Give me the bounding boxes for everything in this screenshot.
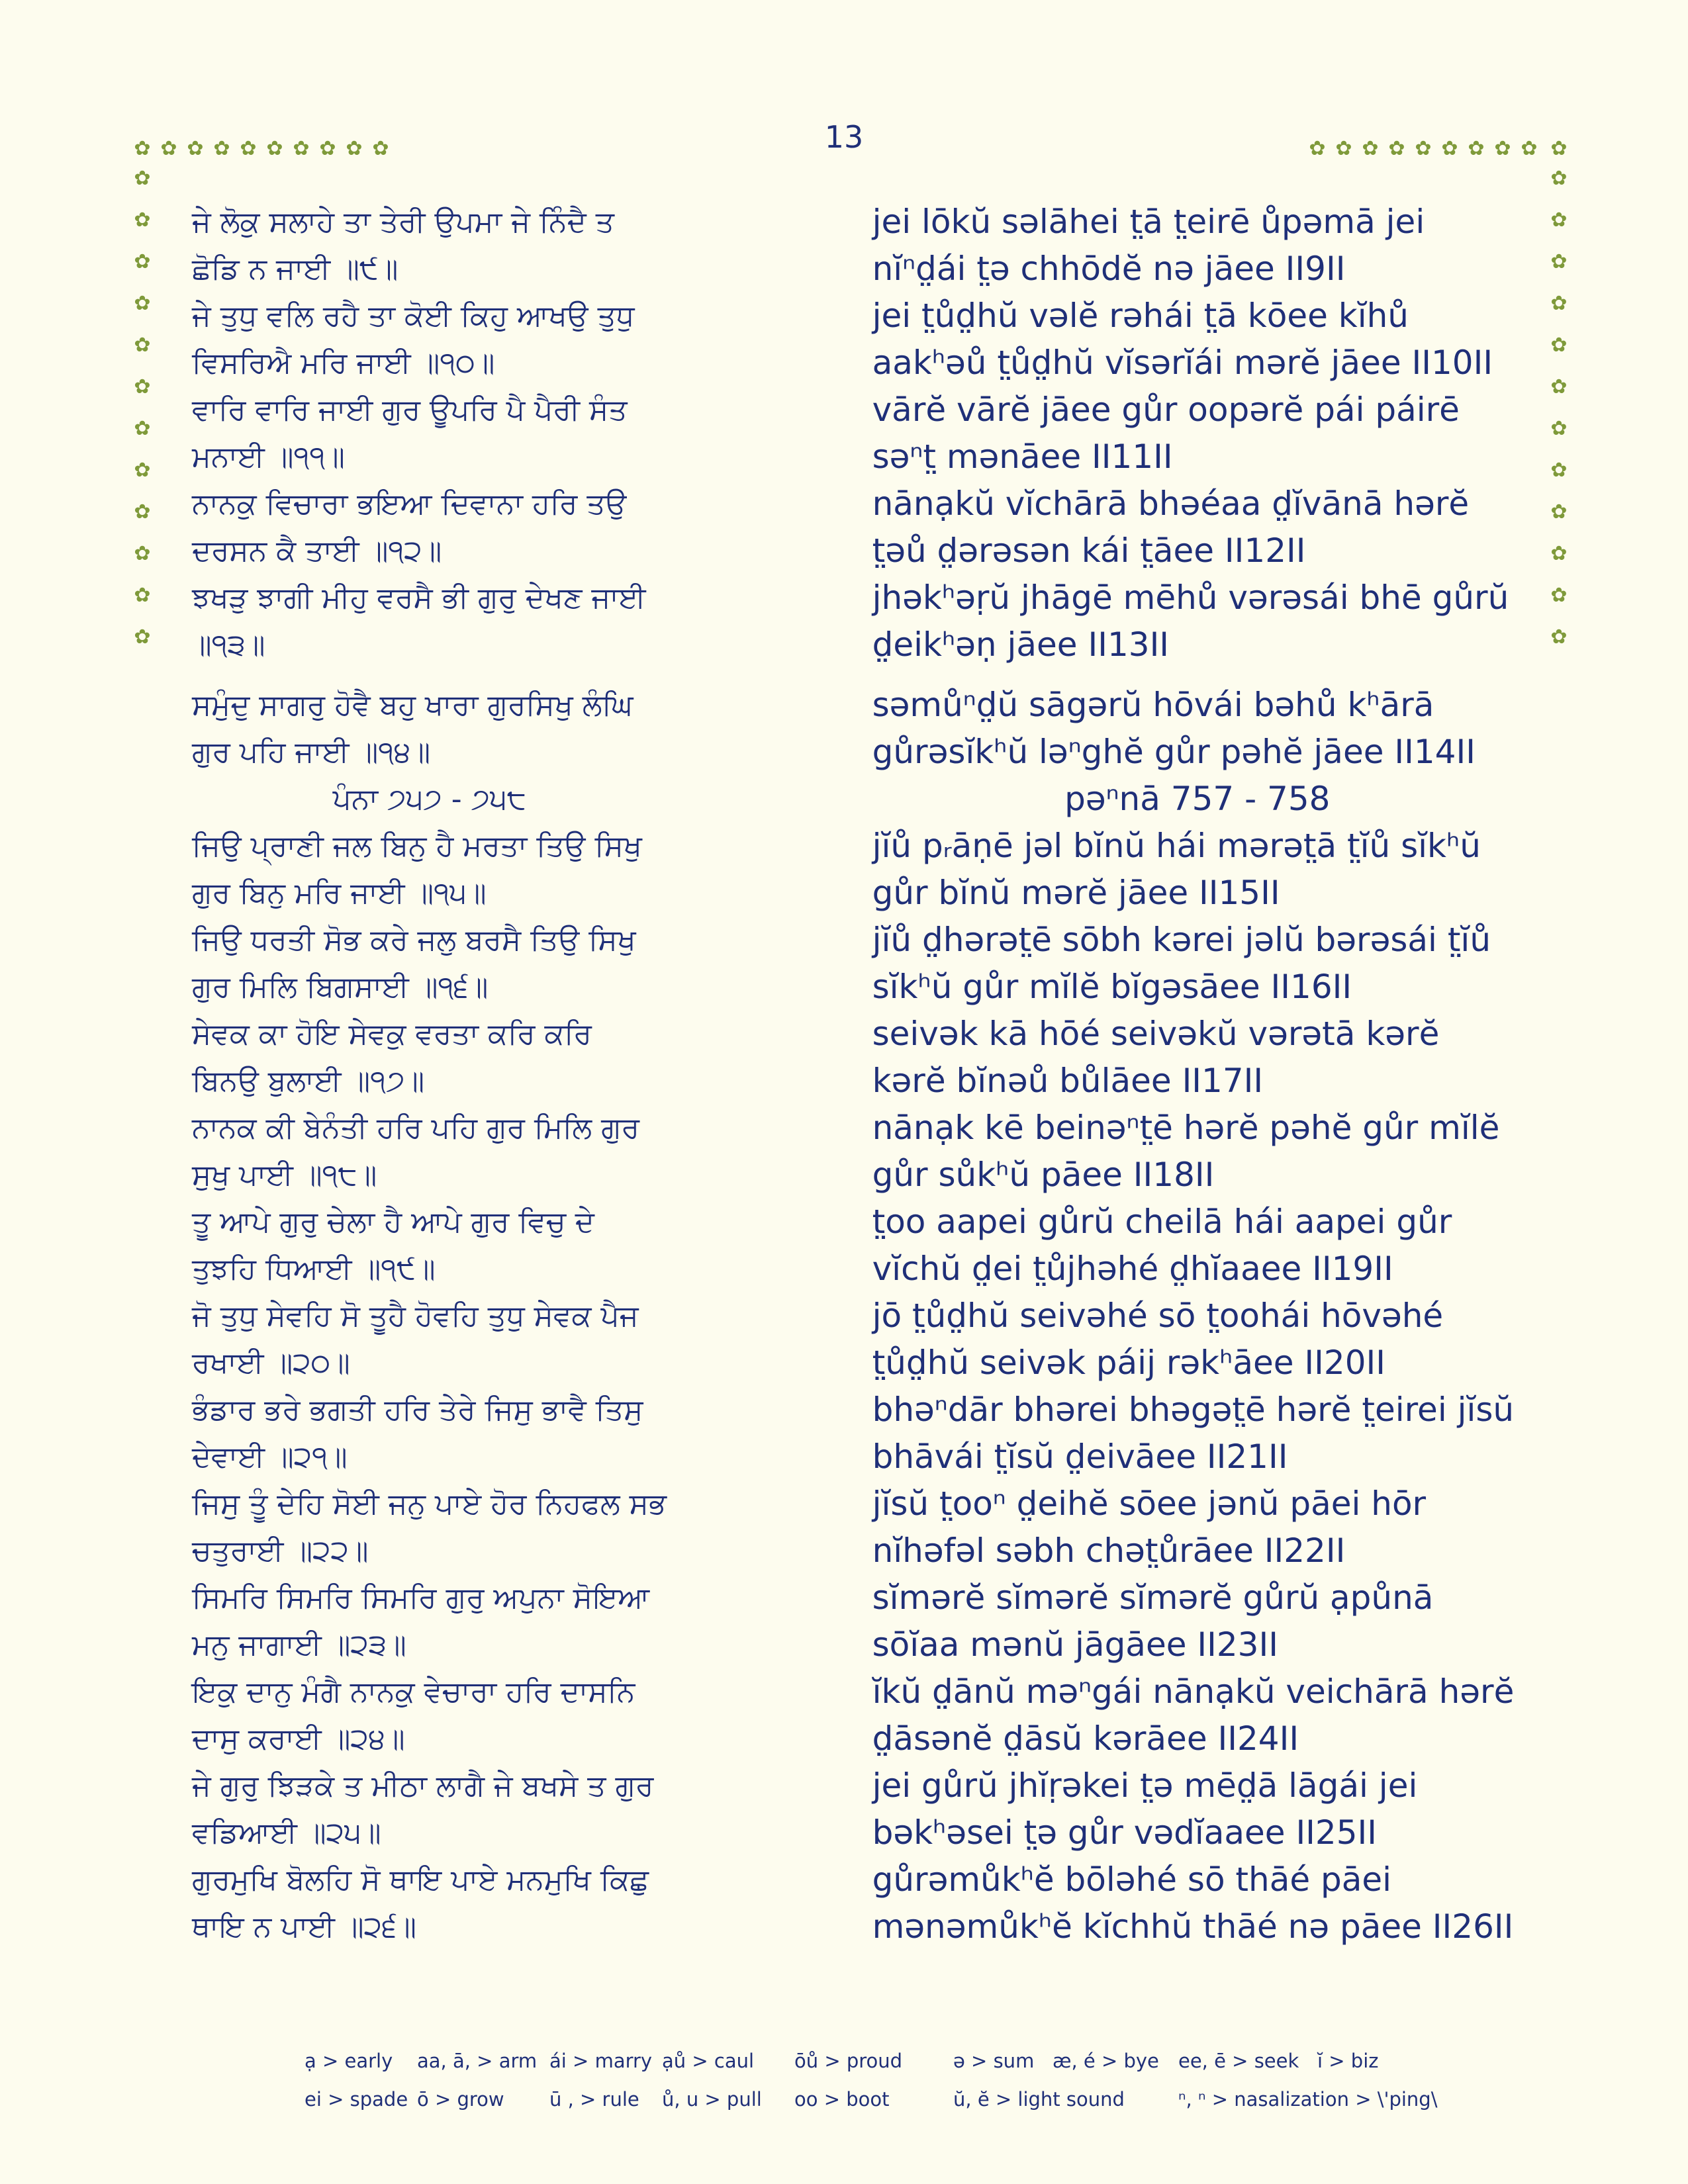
flower-icon: ✿ [134, 208, 151, 232]
verse-row [192, 682, 1523, 776]
gurmukhi-verse: ਜਿਸੁ ਤੂੰ ਦੇਹਿ ਸੋਈ ਜਨੁ ਪਾਏ ਹੋਰ ਨਿਹਫਲ ਸਭ ਚਤੁਰਾਈ ॥੨੨॥ [192, 1487, 667, 1568]
flower-icon: ✿ [187, 137, 204, 160]
gurmukhi-verse: ਜੇ ਲੋਕੁ ਸਲਾਹੇ ਤਾ ਤੇਰੀ ਉਪਮਾ ਜੇ ਨਿੰਦੈ ਤ ਛੋਡਿ ਨ ਜਾਈ ॥੯॥ [192, 205, 614, 286]
transliteration: nānạkŭ vĭchārā bhəéaa d̤ĭvānā hərĕ t̤əů d̤ərəsən kái t̤āee II12II [872, 484, 1470, 570]
gurmukhi-verse: ਸਿਮਰਿ ਸਿਮਰਿ ਸਿਮਰਿ ਗੁਰੁ ਅਪੁਨਾ ਸੋਇਆ ਮਨੁ ਜਾਗਾਈ ॥੨੩॥ [192, 1581, 650, 1662]
flower-icon: ✿ [1550, 208, 1568, 232]
transliteration: jĭů d̤hərət̤ē sōbh kərei jəlŭ bərəsái t̤ĭů sĭkʰŭ gůr mĭlĕ bĭgəsāee II16II [872, 921, 1491, 1006]
flower-icon: ✿ [1550, 584, 1568, 607]
flower-icon: ✿ [1441, 137, 1458, 160]
verse-row [192, 480, 1523, 574]
verse-table [192, 199, 1523, 1950]
gurmukhi-verse: ਤੂ ਆਪੇ ਗੁਰੁ ਚੇਲਾ ਹੈ ਆਪੇ ਗੁਰ ਵਿਚੁ ਦੇ ਤੁਝਹਿ ਧਿਆਈ ॥੧੯॥ [192, 1205, 594, 1286]
flower-icon: ✿ [134, 625, 151, 649]
gurmukhi-verse: ਨਾਨਕ ਕੀ ਬੇਨੰਤੀ ਹਰਿ ਪਹਿ ਗੁਰ ਮਿਲਿ ਗੁਰ ਸੁਖੁ ਪਾਈ ॥੧੮॥ [192, 1111, 639, 1192]
page-range-header [192, 776, 1523, 823]
gurmukhi-verse: ਇਕੁ ਦਾਨੁ ਮੰਗੈ ਨਾਨਕੁ ਵੇਚਾਰਾ ਹਰਿ ਦਾਸਨਿ ਦਾਸੁ ਕਰਾਈ ॥੨੪॥ [192, 1675, 635, 1756]
flower-icon: ✿ [134, 250, 151, 273]
gurmukhi-verse: ਜੋ ਤੁਧੁ ਸੇਵਹਿ ਸੋ ਤੂਹੈ ਹੋਵਹਿ ਤੁਧੁ ਸੇਵਕ ਪੈਜ ਰਖਾਈ ॥੨੦॥ [192, 1299, 639, 1380]
flower-icon: ✿ [1550, 292, 1568, 315]
legend-item: ə > sum [953, 2050, 1035, 2072]
legend-item: ạů > caul [662, 2050, 755, 2072]
transliteration: nānạk kē beinəⁿt̤ē hərĕ pəhĕ gůr mĭlĕ gůr sůkʰŭ pāee II18II [872, 1109, 1500, 1194]
legend-item: ōů > proud [794, 2050, 903, 2072]
flower-icon: ✿ [160, 137, 177, 160]
flower-icon: ✿ [134, 334, 151, 357]
gurmukhi-verse: ਸਮੁੰਦੁ ਸਾਗਰੁ ਹੋਵੈ ਬਹੁ ਖਾਰਾ ਗੁਰਸਿਖੁ ਲੰਘਿ ਗੁਰ ਪਹਿ ਜਾਈ ॥੧੪॥ [192, 688, 633, 769]
flower-icon: ✿ [1550, 137, 1568, 160]
flower-icon: ✿ [134, 167, 151, 190]
transliteration: jĭů pᵣāṇē jəl bĭnŭ hái mərət̤ā t̤ĭů sĭkʰŭ gůr bĭnŭ mərĕ jāee II15II [872, 827, 1481, 912]
legend-item: oo > boot [794, 2088, 890, 2111]
flower-icon: ✿ [1550, 167, 1568, 190]
transliteration: bhəⁿdār bhərei bhəgət̤ē hərĕ t̤eirei jĭsŭ bhāvái t̤ĭsŭ d̤eivāee II21II [872, 1390, 1515, 1476]
transliteration: jhəkʰəṛŭ jhāgē mēhů vərəsái bhē gůrŭ d̤eikʰəṇ jāee II13II [872, 578, 1509, 664]
transliteration: seivək kā hōé seivəkŭ vərətā kərĕ kərĕ bĭnəů bůlāee II17II [872, 1015, 1440, 1100]
flower-icon: ✿ [1335, 137, 1352, 160]
flower-icon: ✿ [1550, 542, 1568, 565]
flower-icon: ✿ [134, 292, 151, 315]
flower-icon: ✿ [1494, 137, 1511, 160]
flower-icon: ✿ [1468, 137, 1485, 160]
transliteration: t̤oo aapei gůrŭ cheilā hái aapei gůr vĭchŭ d̤ei t̤ůjhəhé d̤hĭaaee II19II [872, 1203, 1452, 1288]
flower-icon: ✿ [1550, 375, 1568, 398]
page-range-translit: pəⁿnā 757 - 758 [1064, 780, 1331, 818]
verse-row [192, 1668, 1523, 1762]
gurmukhi-verse: ਨਾਨਕੁ ਵਿਚਾਰਾ ਭਇਆ ਦਿਵਾਨਾ ਹਰਿ ਤਉ ਦਰਸਨ ਕੈ ਤਾਈ ॥੧੨॥ [192, 487, 627, 568]
flower-icon: ✿ [1309, 137, 1326, 160]
flower-icon: ✿ [213, 137, 230, 160]
transliteration: jei t̤ůd̤hŭ vəlĕ rəhái t̤ā kōee kĭhů aakʰəů t̤ůd̤hŭ vĭsərĭái mərĕ jāee II10II [872, 296, 1493, 382]
verse-row [192, 574, 1523, 668]
legend-item: ĭ > biz [1317, 2050, 1379, 2072]
verse-row [192, 1480, 1523, 1574]
transliteration: jei lōkŭ səlāhei t̤ā t̤eirē ůpəmā jei nĭⁿd̤ái t̤ə chhōdĕ nə jāee II9II [872, 203, 1425, 288]
flower-icon: ✿ [1550, 625, 1568, 649]
verse-row [192, 1105, 1523, 1199]
legend-row [305, 2042, 1496, 2080]
legend-item: ū , > rule [549, 2088, 639, 2111]
transliteration: sĭmərĕ sĭmərĕ sĭmərĕ gůrŭ ạpůnā sōĭaa mənŭ jāgāee II23II [872, 1578, 1434, 1664]
gurmukhi-verse: ਭੰਡਾਰ ਭਰੇ ਭਗਤੀ ਹਰਿ ਤੇਰੇ ਜਿਸੁ ਭਾਵੈ ਤਿਸੁ ਦੇਵਾਈ ॥੨੧॥ [192, 1393, 643, 1474]
gurmukhi-verse: ਜਿਉ ਧਰਤੀ ਸੋਭ ਕਰੇ ਜਲੁ ਬਰਸੈ ਤਿਉ ਸਿਖੁ ਗੁਰ ਮਿਲਿ ਬਿਗਸਾਈ ॥੧੬॥ [192, 923, 636, 1004]
flower-icon: ✿ [134, 459, 151, 482]
verse-row [192, 1574, 1523, 1668]
legend-item: ů, u > pull [662, 2088, 762, 2111]
flower-icon: ✿ [1362, 137, 1379, 160]
verse-row [192, 1199, 1523, 1293]
verse-row [192, 1762, 1523, 1856]
flower-icon: ✿ [1550, 250, 1568, 273]
legend-item: ei > spade [305, 2088, 408, 2111]
flower-icon: ✿ [134, 500, 151, 523]
flower-icon: ✿ [1521, 137, 1538, 160]
transliteration: jĭsŭ t̤ooⁿ d̤eihĕ sōee jənŭ pāei hōr nĭhəfəl səbh chət̤ůrāee II22II [872, 1484, 1427, 1570]
transliteration: ĭkŭ d̤ānŭ məⁿgái nānạkŭ veichārā hərĕ d̤āsənĕ d̤āsŭ kərāee II24II [872, 1672, 1515, 1758]
gurmukhi-verse: ਜੇ ਤੁਧੁ ਵਲਿ ਰਹੈ ਤਾ ਕੋਈ ਕਿਹੁ ਆਖਉ ਤੁਧੁ ਵਿਸਰਿਐ ਮਰਿ ਜਾਈ ॥੧੦॥ [192, 299, 635, 380]
gurmukhi-verse: ਵਾਰਿ ਵਾਰਿ ਜਾਈ ਗੁਰ ਊਪਰਿ ਪੈ ਪੈਰੀ ਸੰਤ ਮਨਾਈ ॥੧੧॥ [192, 393, 628, 474]
legend-item: ŭ, ĕ > light sound [953, 2088, 1125, 2111]
legend-item: æ, é > bye [1053, 2050, 1159, 2072]
flower-icon: ✿ [346, 137, 363, 160]
flower-icon: ✿ [1550, 500, 1568, 523]
flower-icon: ✿ [1415, 137, 1432, 160]
transliteration: jei gůrŭ jhĭṛəkei t̤ə mēd̤ā lāgái jei bəkʰəsei t̤ə gůr vədĭaaee II25II [872, 1766, 1418, 1852]
legend-item: ạ > early [305, 2050, 393, 2072]
verse-row [192, 823, 1523, 917]
verse-row [192, 1856, 1523, 1950]
transliteration: səmůⁿd̤ŭ sāgərŭ hōvái bəhů kʰārā gůrəsĭkʰŭ ləⁿghĕ gůr pəhĕ jāee II14II [872, 686, 1476, 771]
verse-row [192, 199, 1523, 293]
verse-row [192, 1293, 1523, 1387]
gurmukhi-verse: ਸੇਵਕ ਕਾ ਹੋਇ ਸੇਵਕੁ ਵਰਤਾ ਕਰਿ ਕਰਿ ਬਿਨਉ ਬੁਲਾਈ ॥੧੭॥ [192, 1017, 592, 1098]
legend-item: ee, ē > seek [1178, 2050, 1299, 2072]
gurmukhi-verse: ਜਿਉ ਪ੍ਰਾਣੀ ਜਲ ਬਿਨੁ ਹੈ ਮਰਤਾ ਤਿਉ ਸਿਖੁ ਗੁਰ ਬਿਨੁ ਮਰਿ ਜਾਈ ॥੧੫॥ [192, 829, 642, 910]
flower-icon: ✿ [134, 584, 151, 607]
verse-row [192, 1011, 1523, 1105]
transliteration: jō t̤ůd̤hŭ seivəhé sō t̤oohái hōvəhé t̤ůd̤hŭ seivək páij rəkʰāee II20II [872, 1297, 1444, 1382]
flower-icon: ✿ [134, 417, 151, 440]
page-number: 13 [824, 119, 864, 155]
verse-row [192, 917, 1523, 1011]
verse-row [192, 1387, 1523, 1480]
flower-icon: ✿ [266, 137, 283, 160]
gurmukhi-verse: ਝਖੜੁ ਝਾਗੀ ਮੀਹੁ ਵਰਸੈ ਭੀ ਗੁਰੁ ਦੇਖਣ ਜਾਈ ॥੧੩॥ [192, 581, 646, 662]
flower-icon: ✿ [134, 375, 151, 398]
transliteration: vārĕ vārĕ jāee gůr oopərĕ pái páirē səⁿt̤ mənāee II11II [872, 390, 1460, 476]
page-range-gurmukhi: ਪੰਨਾ ੭੫੭ - ੭੫੮ [332, 782, 526, 816]
verse-row [192, 387, 1523, 480]
gurmukhi-verse: ਗੁਰਮੁਖਿ ਬੋਲਹਿ ਸੋ ਥਾਇ ਪਾਏ ਮਨਮੁਖਿ ਕਿਛੁ ਥਾਇ ਨ ਪਾਈ ॥੨੬॥ [192, 1863, 649, 1944]
flower-icon: ✿ [134, 137, 151, 160]
flower-icon: ✿ [1388, 137, 1405, 160]
legend-row [305, 2080, 1496, 2118]
flower-icon: ✿ [319, 137, 336, 160]
legend-item: ō > grow [417, 2088, 504, 2111]
verse-row [192, 293, 1523, 387]
legend-item: ái > marry [549, 2050, 653, 2072]
transliteration: gůrəmůkʰĕ bōləhé sō thāé pāei mənəmůkʰĕ kĭchhŭ thāé nə pāee II26II [872, 1860, 1514, 1946]
flower-icon: ✿ [134, 542, 151, 565]
flower-icon: ✿ [1550, 459, 1568, 482]
flower-icon: ✿ [1550, 417, 1568, 440]
legend-item: ⁿ, ⁿ > nasalization > \'ping\ [1178, 2088, 1438, 2111]
pronunciation-legend [305, 2042, 1496, 2118]
legend-item: aa, ā, > arm [417, 2050, 538, 2072]
flower-icon: ✿ [1550, 334, 1568, 357]
flower-icon: ✿ [372, 137, 389, 160]
row-gap [192, 668, 1523, 682]
gurmukhi-verse: ਜੇ ਗੁਰੁ ਝਿੜਕੇ ਤ ਮੀਠਾ ਲਾਗੈ ਜੇ ਬਖਸੇ ਤ ਗੁਰ ਵਡਿਆਈ ॥੨੫॥ [192, 1769, 654, 1850]
flower-icon: ✿ [293, 137, 310, 160]
flower-icon: ✿ [240, 137, 257, 160]
